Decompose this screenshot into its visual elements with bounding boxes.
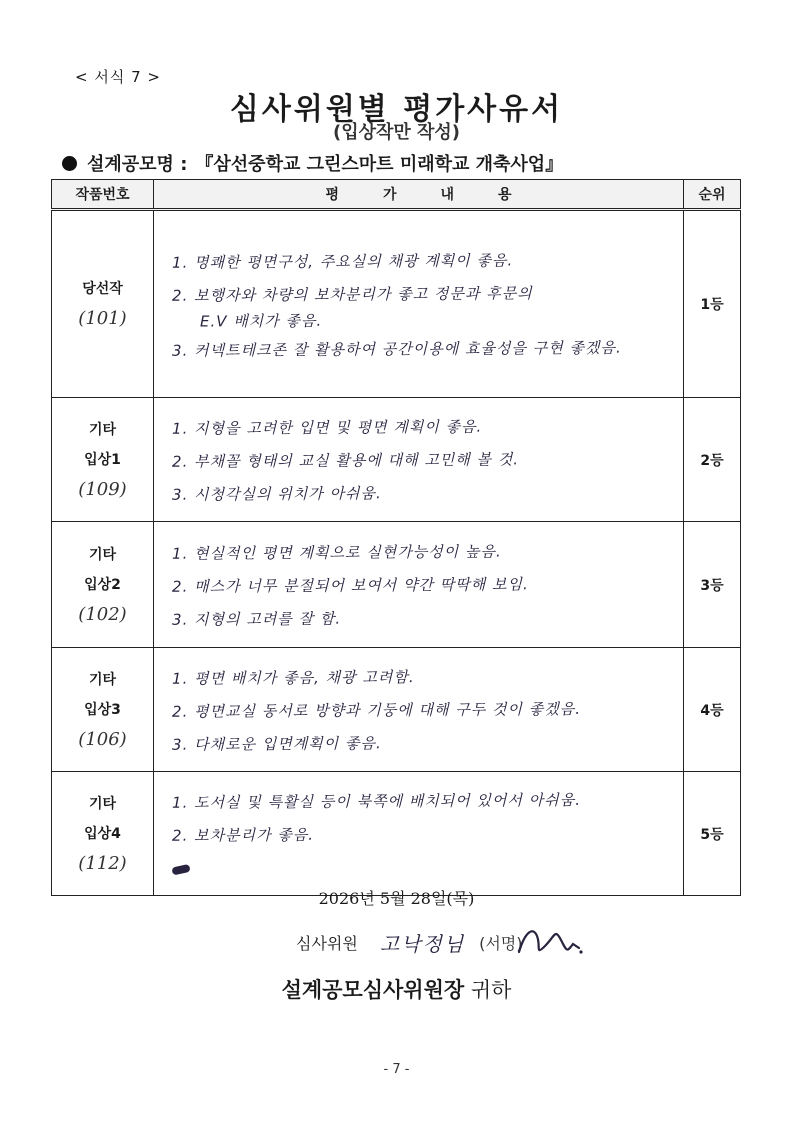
comment-line: 1. 지형을 고려한 입면 및 평면 계획이 좋음. xyxy=(171,417,483,438)
comment-line: 3. 다채로운 입면계획이 좋음. xyxy=(171,734,382,754)
comments-cell xyxy=(154,210,684,398)
rank-cell: 3등 xyxy=(684,522,741,648)
entry-cell xyxy=(52,398,154,522)
rank-cell: 2등 xyxy=(684,398,741,522)
rank-cell: 1등 xyxy=(684,210,741,398)
award-label-2: 입상2 xyxy=(84,576,121,593)
signature-icon xyxy=(515,922,585,962)
judge-label: 심사위원 xyxy=(296,934,358,953)
header-rank: 순위 xyxy=(684,180,741,210)
recipient-suffix: 귀하 xyxy=(464,978,512,1002)
judge-name: 고낙정님 xyxy=(379,932,466,956)
document-date: 2026년 5월 28일(목) xyxy=(318,889,475,908)
table-row xyxy=(52,210,741,398)
document-title: 심사위원별 평가사유서 xyxy=(229,92,564,127)
comment-line: 2. 보차분리가 좋음. xyxy=(171,825,315,845)
scribble-icon xyxy=(171,863,190,875)
project-label: 설계공모명 : xyxy=(87,154,188,175)
comment-line: 1. 평면 배치가 좋음, 채광 고려함. xyxy=(171,668,415,688)
table-row xyxy=(52,772,741,896)
table-row xyxy=(52,522,741,648)
page-number: - 7 - xyxy=(383,1062,410,1077)
table-header-row xyxy=(52,180,741,210)
comments-cell xyxy=(154,522,684,648)
judge-line xyxy=(296,928,523,957)
comment-line: 2. 매스가 너무 분절되어 보여서 약간 딱딱해 보임. xyxy=(171,575,529,596)
header-content-char: 가 xyxy=(382,187,397,203)
header-content-char: 내 xyxy=(440,187,455,203)
strikeout-mark xyxy=(172,849,669,885)
bullet-icon xyxy=(62,156,77,171)
entry-number: (109) xyxy=(78,478,127,500)
entry-number: (102) xyxy=(78,603,127,625)
seal-label: (서명) xyxy=(479,934,523,953)
award-label: 기타 xyxy=(88,671,117,688)
award-label: 기타 xyxy=(88,795,117,812)
entry-number: (112) xyxy=(78,852,127,874)
header-content xyxy=(154,180,684,210)
award-label-2: 입상4 xyxy=(84,825,121,842)
document-subtitle: (입상작만 작성) xyxy=(332,122,461,143)
form-number: < 서식 7 > xyxy=(75,68,161,86)
entry-number: (101) xyxy=(78,308,127,329)
recipient-title: 설계공모심사위원장 xyxy=(281,978,465,1002)
comment-line: 3. 지형의 고려를 잘 함. xyxy=(171,609,342,629)
entry-cell xyxy=(52,648,154,772)
entry-cell xyxy=(52,522,154,648)
entry-cell xyxy=(52,772,154,896)
table-row xyxy=(52,648,741,772)
award-label: 기타 xyxy=(88,421,117,438)
table-row xyxy=(52,398,741,522)
comments-cell xyxy=(154,772,684,896)
comment-line: 3. 시청각실의 위치가 아쉬움. xyxy=(171,484,382,504)
award-label-2: 입상3 xyxy=(84,701,121,718)
comment-line: 2. 보행자와 차량의 보차분리가 좋고 정문과 후문의 xyxy=(171,283,533,305)
comment-line: 2. 평면교실 동서로 방향과 기둥에 대해 구두 것이 좋겠음. xyxy=(171,699,582,721)
comment-line: 2. 부채꼴 형태의 교실 활용에 대해 고민해 볼 것. xyxy=(171,450,520,471)
rank-cell: 5등 xyxy=(684,772,741,896)
project-line xyxy=(62,150,563,176)
award-label: 기타 xyxy=(88,546,117,563)
comment-line: 1. 도서실 및 특활실 등이 북쪽에 배치되어 있어서 아쉬움. xyxy=(171,790,582,812)
evaluation-table xyxy=(51,179,741,896)
project-name: 『삼선중학교 그린스마트 미래학교 개축사업』 xyxy=(195,154,564,175)
comments-cell xyxy=(154,398,684,522)
award-label: 당선작 xyxy=(82,281,123,297)
recipient-line xyxy=(0,974,793,1004)
rank-cell: 4등 xyxy=(684,648,741,772)
entry-cell xyxy=(52,210,154,398)
comments-cell xyxy=(154,648,684,772)
comment-line: 1. 현실적인 평면 계획으로 실현가능성이 높음. xyxy=(171,542,502,563)
entry-number: (106) xyxy=(78,728,127,750)
comment-line: 1. 명쾌한 평면구성, 주요실의 채광 계획이 좋음. xyxy=(171,250,514,272)
award-label-2: 입상1 xyxy=(84,451,121,468)
comment-line: 3. 커넥트테크존 잘 활용하여 공간이용에 효율성을 구현 좋겠음. xyxy=(171,338,622,360)
comment-line: E.V 배치가 좋음. xyxy=(199,311,323,331)
header-content-char: 용 xyxy=(498,187,512,203)
header-content-char: 평 xyxy=(325,187,339,203)
header-entry-no: 작품번호 xyxy=(52,180,154,210)
